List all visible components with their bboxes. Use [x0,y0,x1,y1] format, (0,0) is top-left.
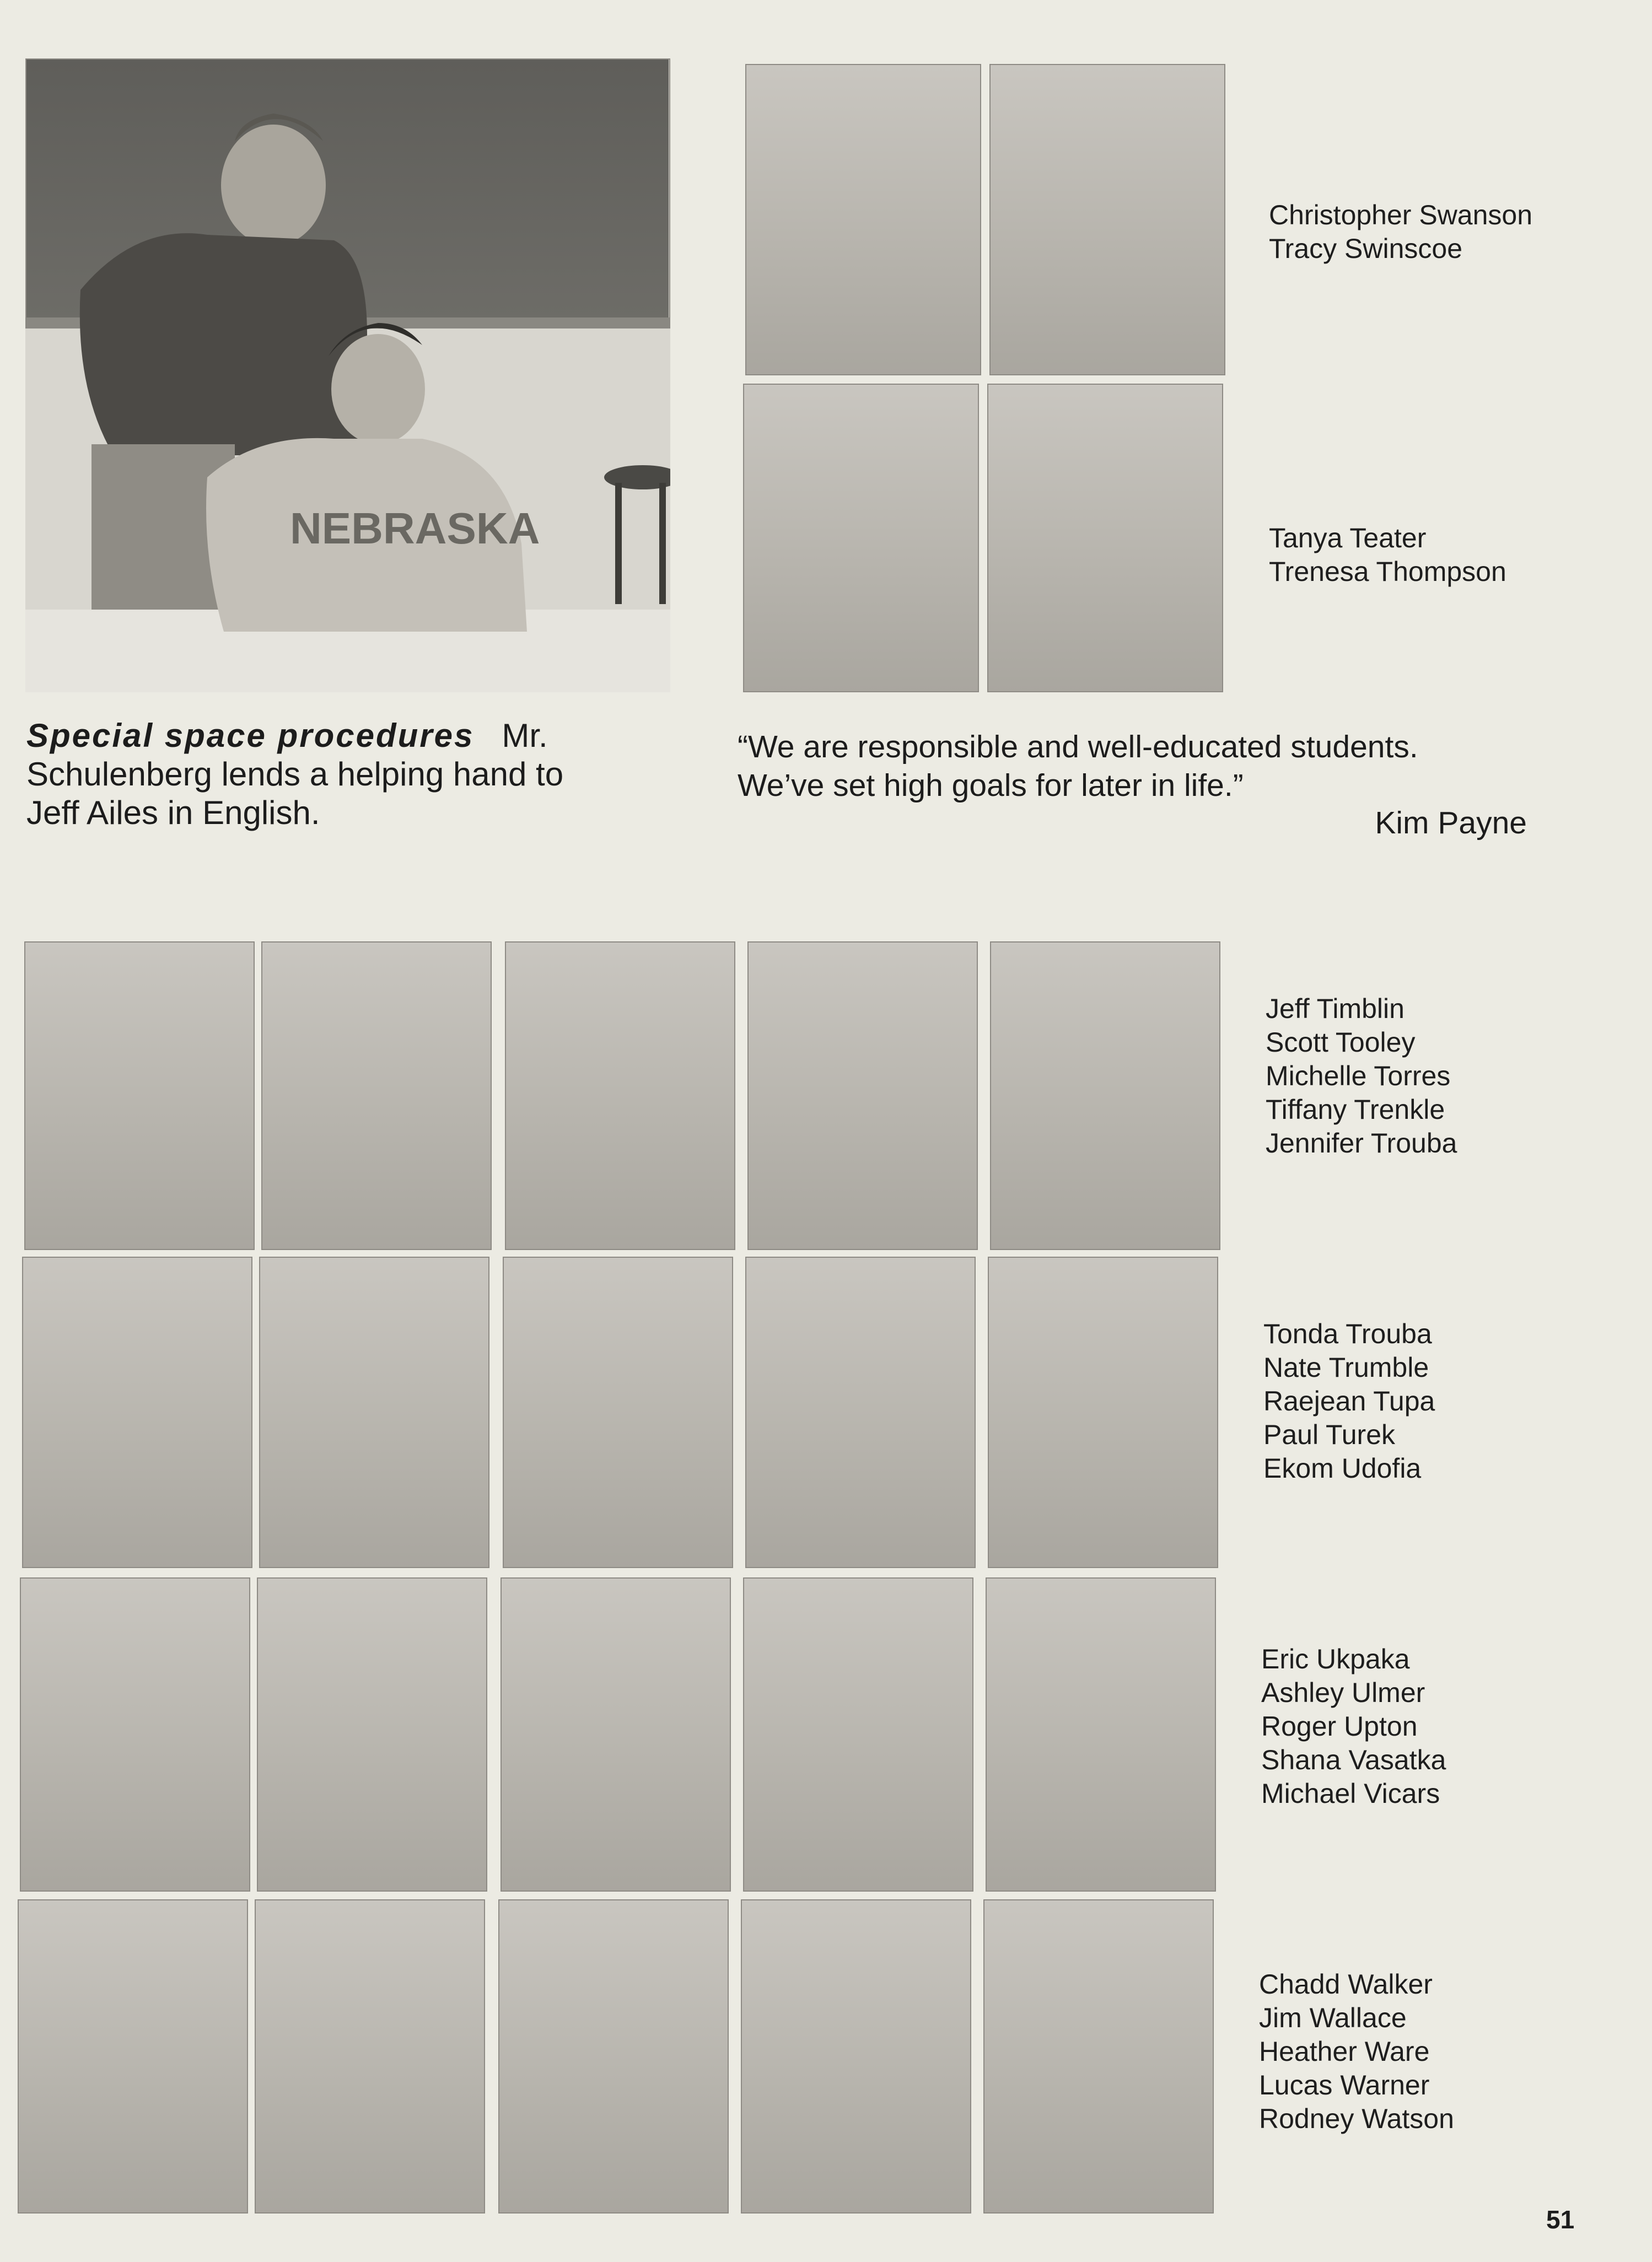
student-name: Nate Trumble [1263,1352,1429,1383]
quote-line: We’ve set high goals for later in life.” [738,768,1244,803]
student-name: Tonda Trouba [1263,1318,1432,1349]
portrait-heather-ware [498,1899,729,2213]
portrait-scott-tooley [261,941,492,1250]
portrait-roger-upton [501,1577,731,1892]
student-name: Paul Turek [1263,1419,1396,1450]
portrait-ashley-ulmer [257,1577,487,1892]
classroom-scene [25,58,670,692]
student-name: Rodney Watson [1259,2103,1454,2134]
portrait-nate-trumble [259,1257,489,1568]
portrait-rodney-watson [983,1899,1214,2213]
caption-text: Schulenberg lends a helping hand to [26,756,564,793]
student-name: Scott Tooley [1266,1027,1416,1058]
student-name: Christopher Swanson [1269,200,1533,230]
name-list-row-2 [1263,1317,1435,1485]
student-name: Shana Vasatka [1261,1744,1446,1775]
name-list-row-4 [1259,1968,1454,2136]
portrait-shana-vasatka [743,1577,973,1892]
top-name-list-2 [1269,521,1506,589]
portrait-jennifer-trouba [990,941,1220,1250]
quote-author: Kim Payne [1375,805,1527,841]
portrait-tonda-trouba [22,1257,252,1568]
student-name: Lucas Warner [1259,2070,1430,2101]
student-name: Tiffany Trenkle [1266,1094,1445,1125]
portrait-jeff-timblin [24,941,255,1250]
quote-line: “We are responsible and well-educated students. [738,729,1418,764]
student-name: Jim Wallace [1259,2002,1407,2033]
portrait-ekom-udofia [988,1257,1218,1568]
student-quote [738,728,1531,805]
portrait-lucas-warner [741,1899,971,2213]
student-name: Jeff Timblin [1266,993,1405,1024]
portrait-michelle-torres [505,941,735,1250]
page-number: 51 [1546,2205,1575,2234]
caption-text: Mr. [502,717,548,754]
student-name: Trenesa Thompson [1269,556,1506,587]
portrait-tracy-swinscoe [989,64,1225,375]
student-name: Tanya Teater [1269,523,1427,553]
portrait-chadd-walker [18,1899,248,2213]
portrait-tanya-teater [743,384,979,692]
student-name: Roger Upton [1261,1711,1418,1742]
portrait-michael-vicars [986,1577,1216,1892]
student-name: Michelle Torres [1266,1060,1451,1091]
student-name: Ekom Udofia [1263,1453,1422,1484]
student-name: Michael Vicars [1261,1778,1440,1809]
student-name: Eric Ukpaka [1261,1644,1410,1674]
portrait-trenesa-thompson [987,384,1223,692]
caption-text: Jeff Ailes in English. [26,794,320,831]
portrait-christopher-swanson [745,64,981,375]
name-list-row-1 [1266,992,1457,1160]
student-name: Jennifer Trouba [1266,1128,1457,1159]
student-name: Ashley Ulmer [1261,1677,1425,1708]
name-list-row-3 [1261,1642,1446,1811]
student-name: Chadd Walker [1259,1969,1433,2000]
portrait-raejean-tupa [503,1257,733,1568]
portrait-paul-turek [745,1257,976,1568]
student-name: Tracy Swinscoe [1269,233,1463,264]
student-name: Heather Ware [1259,2036,1430,2067]
top-name-list-1 [1269,198,1532,266]
feature-photo [25,58,670,692]
caption-lead: Special space procedures [26,717,475,754]
student-name: Raejean Tupa [1263,1386,1435,1417]
portrait-jim-wallace [255,1899,485,2213]
feature-photo-caption [26,717,671,832]
portrait-eric-ukpaka [20,1577,250,1892]
portrait-tiffany-trenkle [747,941,978,1250]
sweatshirt-text: NEBRASKA [290,504,540,553]
